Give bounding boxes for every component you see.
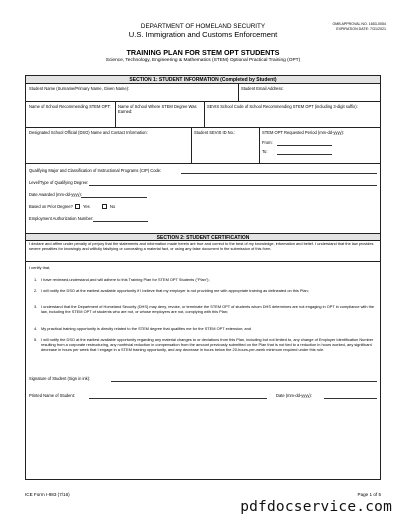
date-label: Date (mm-dd-yyyy): — [276, 393, 312, 398]
from-date-field[interactable] — [277, 145, 332, 146]
row-divider — [26, 127, 380, 128]
prior-degree-label: Based on Prior Degree? — [29, 204, 73, 209]
form-id: ICE Form I-983 (7/16) — [25, 492, 70, 497]
page-number: Page 1 of 5 — [357, 492, 381, 497]
item-number: 1. — [34, 277, 38, 282]
sevis-code-label: SEVIS School Code of School Recommending STEM OPT (including 3-digit suffix): — [207, 104, 358, 109]
printed-name-field[interactable] — [89, 398, 267, 399]
certify-text: I certify that, — [29, 265, 51, 270]
yes-label: Yes — [83, 204, 90, 209]
ead-label: Employment Authorization Number: — [29, 216, 94, 221]
section1-heading: SECTION 1: STUDENT INFORMATION (Completed by Student) — [26, 76, 380, 84]
agency-line1: DEPARTMENT OF HOMELAND SECURITY — [140, 23, 266, 30]
date-awarded-field[interactable] — [81, 197, 147, 198]
page-subtitle: Science, Technology, Engineering & Mathematics (STEM) Optional Practical Training (OPT) — [105, 58, 301, 63]
certification-item: My practical training opportunity is directly related to the STEM degree that qualifies me for the STEM OPT extension; and — [41, 326, 251, 331]
school-degree-label: Name of School Where STEM Degree Was Earned: — [118, 104, 197, 114]
row-divider — [26, 261, 380, 262]
student-name-label: Student Name (Surname/Primary Name, Given Name): — [29, 86, 130, 91]
prior-degree-no-checkbox[interactable] — [102, 204, 107, 209]
major-label: Qualifying Major and Classification of Instructional Programs (CIP) Code: — [29, 168, 162, 173]
prior-degree-yes-checkbox[interactable] — [75, 204, 80, 209]
printed-name-label: Printed Name of Student: — [29, 393, 75, 398]
omb-approval: OMB APPROVAL NO. 1653-0054 — [332, 22, 386, 26]
divider — [115, 101, 116, 127]
from-label: From: — [262, 140, 273, 145]
divider — [238, 84, 239, 101]
expiration-date: EXPIRATION DATE: 7/31/2021 — [336, 26, 386, 31]
item-number: 3. — [34, 304, 38, 309]
to-date-field[interactable] — [277, 154, 332, 155]
row-divider — [26, 163, 380, 164]
item-number: 2. — [34, 288, 38, 293]
signature-label: Signature of Student (Sign in ink): — [29, 376, 91, 381]
sevis-id-label: Student SEVIS ID No.: — [194, 130, 236, 135]
certification-item: I will notify the DSO at the earliest available opportunity regarding any material changes to or deviations from this Plan, including but not limited to, any change of Employer Identification Number resulting from a corporate restructuring, any nonfrivial reduction in compensation from the amount previously submitted on the Plan that is not tied to a reduction in hours worked, any significant decrease in hours per week that I engage in a STEM training opportunity, and any decrease in hours below the 20-hours-per-week minimum required under this rule. — [41, 337, 374, 352]
to-label: To: — [262, 149, 268, 154]
signature-field[interactable] — [111, 381, 377, 382]
student-email-label: Student Email Address: — [241, 86, 284, 91]
form-body — [25, 75, 381, 480]
major-field[interactable] — [181, 173, 377, 174]
divider — [204, 101, 205, 127]
no-label: No — [110, 204, 116, 209]
stem-period-label: STEM OPT Requested Period (mm-dd-yyyy): — [262, 130, 345, 135]
section2-heading: SECTION 2: STUDENT CERTIFICATION — [26, 233, 380, 241]
item-number: 5. — [34, 337, 38, 342]
dso-label: Designated School Official (DSO) Name and Contact Information: — [29, 130, 148, 135]
page-title: TRAINING PLAN FOR STEM OPT STUDENTS — [126, 48, 280, 57]
row-divider — [26, 101, 380, 102]
date-field[interactable] — [324, 398, 377, 399]
date-awarded-label: Date Awarded (mm-dd-yyyy): — [29, 192, 82, 197]
agency-heading — [0, 23, 406, 39]
certification-item: I understand that the Department of Homeland Security (DHS) may deny, revoke, or terminate the STEM OPT of students whom DHS determines are not engaging in OPT in compliance with the law, including the STEM OPT of students who are not, or whose employers are not, complying with this Plan; — [41, 304, 375, 314]
degree-level-label: Level/Type of Qualifying Degree: — [29, 180, 89, 185]
divider — [191, 127, 192, 163]
divider — [259, 127, 260, 163]
watermark: pdfdocservice.com — [240, 499, 392, 515]
item-number: 4. — [34, 326, 38, 331]
agency-line2: U.S. Immigration and Customs Enforcement — [128, 30, 278, 39]
declaration-text: I declare and affirm under penalty of perjury that the statements and information made herein are true and correct to the best of my knowledge, information and belief. I understand that the law provides severe penalties for knowingly and willfully falsifying or concealing a material fact, or using any false document in the submission of this form. — [29, 241, 374, 251]
degree-level-field[interactable] — [89, 185, 377, 186]
certification-item: I have reviewed,understand,and will adhere to this Training Plan for STEM OPT Students ("Plan"); — [41, 277, 210, 282]
school-recommending-label: Name of School Recommending STEM OPT: — [29, 104, 111, 109]
ead-field[interactable] — [93, 221, 148, 222]
certification-item: I will notify the DSO at the earliest available opportunity if I believe that my employer is not providing me with appropriate training as delineated on this Plan; — [41, 288, 309, 293]
